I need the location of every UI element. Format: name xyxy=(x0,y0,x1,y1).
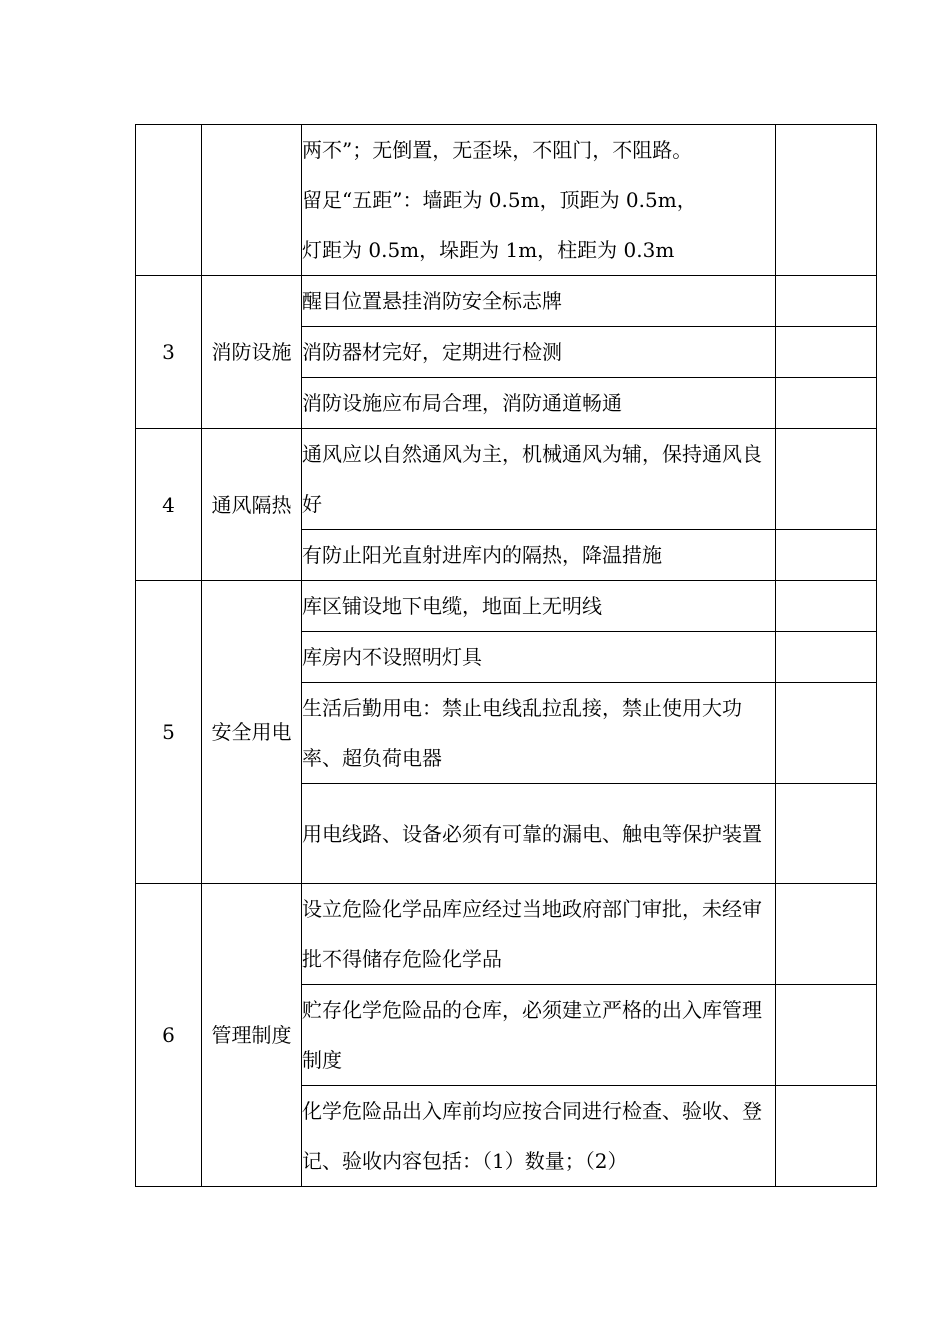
requirement-cell: 库房内不设照明灯具 xyxy=(302,632,776,683)
result-cell[interactable] xyxy=(776,327,877,378)
requirement-cell: 通风应以自然通风为主，机械通风为辅，保持通风良好 xyxy=(302,429,776,530)
result-cell[interactable] xyxy=(776,581,877,632)
requirement-cell: 醒目位置悬挂消防安全标志牌 xyxy=(302,276,776,327)
requirement-cell: 消防器材完好，定期进行检测 xyxy=(302,327,776,378)
result-cell[interactable] xyxy=(776,530,877,581)
row-number-cell: 5 xyxy=(136,581,202,884)
item-cell: 管理制度 xyxy=(202,884,302,1187)
row-number-cell: 4 xyxy=(136,429,202,581)
requirement-cell: 设立危险化学品库应经过当地政府部门审批，未经审批不得储存危险化学品 xyxy=(302,884,776,985)
requirement-cell: 消防设施应布局合理，消防通道畅通 xyxy=(302,378,776,429)
requirement-line: 两不”；无倒置，无歪垛，不阻门，不阻路。 xyxy=(302,138,693,162)
result-cell[interactable] xyxy=(776,125,877,276)
result-cell[interactable] xyxy=(776,683,877,784)
row-number-cell: 3 xyxy=(136,276,202,429)
requirement-cell: 用电线路、设备必须有可靠的漏电、触电等保护装置 xyxy=(302,784,776,884)
result-cell[interactable] xyxy=(776,378,877,429)
requirement-cell xyxy=(302,125,776,276)
row-number-cell: 6 xyxy=(136,884,202,1187)
table-row xyxy=(136,429,877,530)
item-cell: 消防设施 xyxy=(202,276,302,429)
requirement-cell: 库区铺设地下电缆，地面上无明线 xyxy=(302,581,776,632)
result-cell[interactable] xyxy=(776,276,877,327)
requirement-line: 灯距为 0.5m，垛距为 1m，柱距为 0.3m xyxy=(302,238,675,262)
table-row xyxy=(136,884,877,985)
inspection-table xyxy=(135,124,877,1187)
item-cell: 通风隔热 xyxy=(202,429,302,581)
requirement-cell: 生活后勤用电：禁止电线乱拉乱接，禁止使用大功率、超负荷电器 xyxy=(302,683,776,784)
requirement-line: 留足“五距”：墙距为 0.5m，顶距为 0.5m， xyxy=(302,188,697,212)
table-row xyxy=(136,125,877,276)
requirement-cell: 化学危险品出入库前均应按合同进行检查、验收、登记、验收内容包括：（1）数量；（2） xyxy=(302,1086,776,1187)
item-cell xyxy=(202,125,302,276)
result-cell[interactable] xyxy=(776,784,877,884)
result-cell[interactable] xyxy=(776,632,877,683)
result-cell[interactable] xyxy=(776,429,877,530)
requirement-cell: 贮存化学危险品的仓库，必须建立严格的出入库管理制度 xyxy=(302,985,776,1086)
table-row xyxy=(136,581,877,632)
result-cell[interactable] xyxy=(776,985,877,1086)
table-row xyxy=(136,276,877,327)
result-cell[interactable] xyxy=(776,1086,877,1187)
row-number-cell xyxy=(136,125,202,276)
item-cell: 安全用电 xyxy=(202,581,302,884)
result-cell[interactable] xyxy=(776,884,877,985)
requirement-cell: 有防止阳光直射进库内的隔热，降温措施 xyxy=(302,530,776,581)
